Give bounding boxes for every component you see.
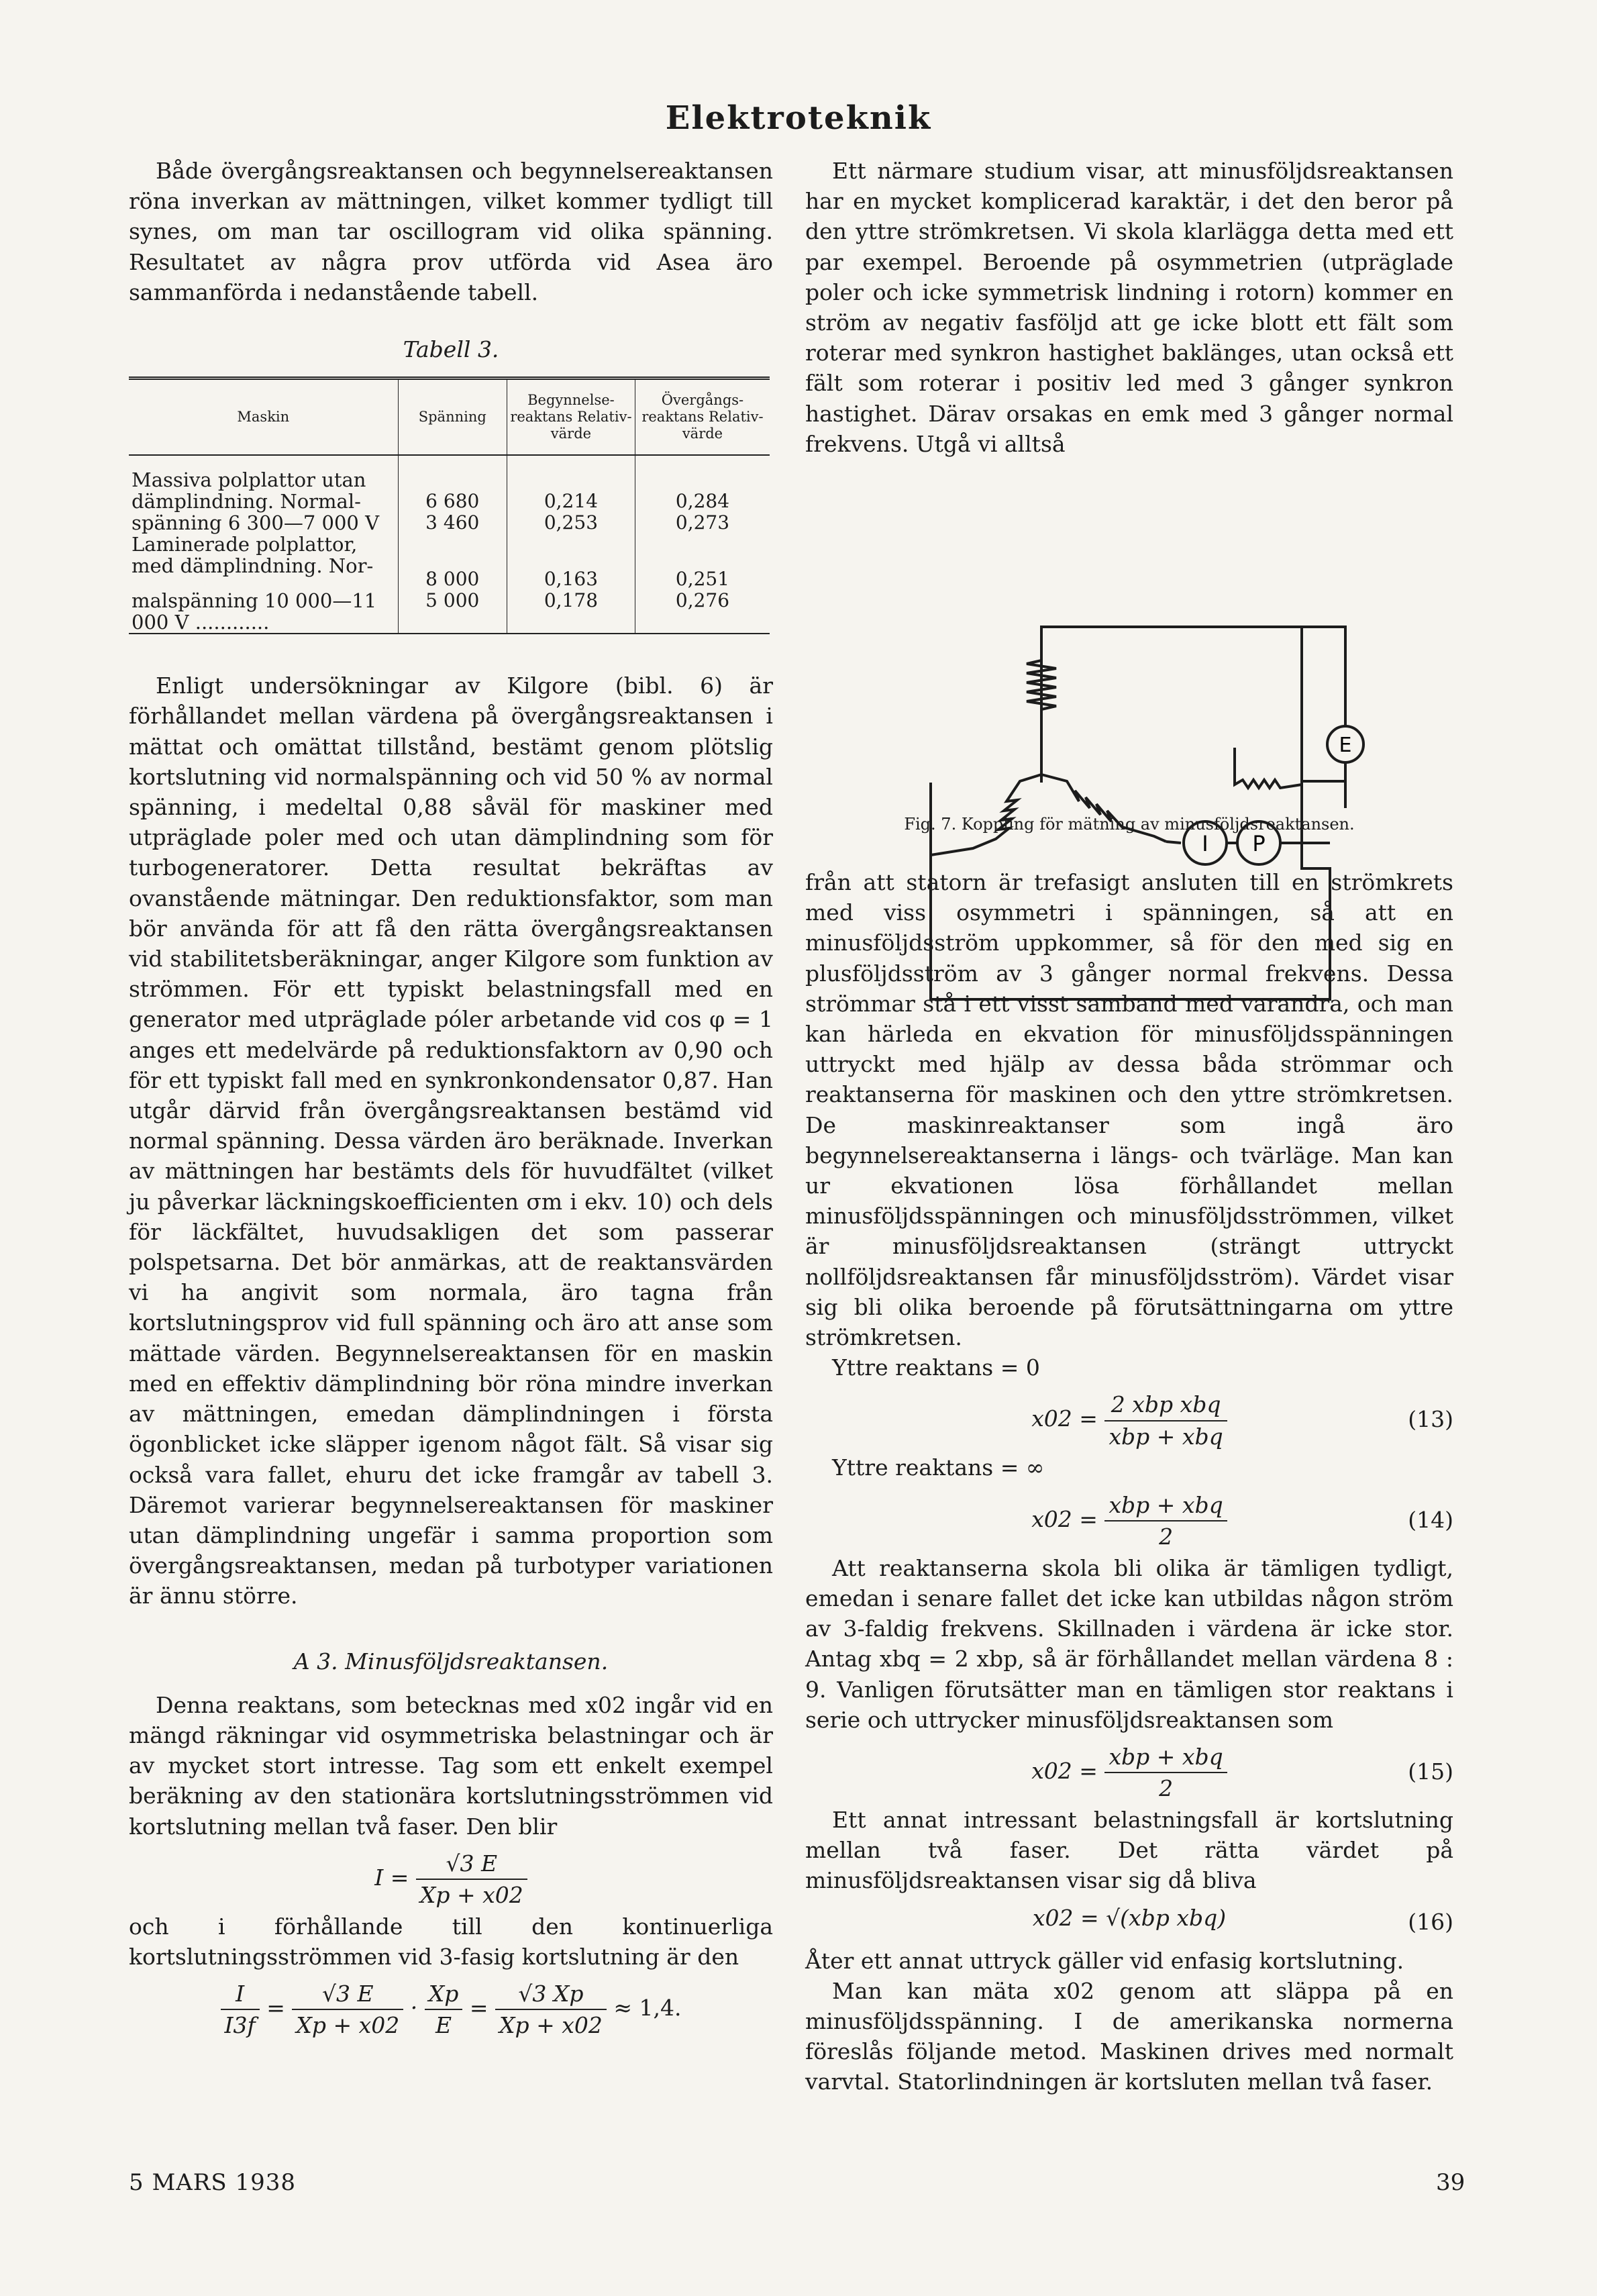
numerator: xbp + xbq bbox=[1104, 1742, 1227, 1773]
equation-14 bbox=[805, 1490, 1453, 1550]
equation-number: (14) bbox=[1408, 1506, 1453, 1533]
equation-current bbox=[129, 1848, 773, 1908]
left-column bbox=[129, 156, 773, 2042]
paragraph: Att reaktanserna skola bli olika är tämligen tydligt, emedan i senare fallet det icke kan utbildas någon ström av 3-faldig frekvens. Skillnaden i värdena är icke stor. Antag xbq = 2 xbp, så är förhållandet mellan värdena 8 : 9. Vanligen förutsätter man en tämligen stor reaktans i serie och uttrycker minusföljdsreaktansen som bbox=[805, 1554, 1453, 1733]
fraction bbox=[495, 1979, 607, 2040]
cell-spanning: 6 680 bbox=[398, 455, 507, 512]
page-number: 39 bbox=[1436, 2169, 1465, 2196]
table-row bbox=[129, 455, 770, 512]
eq-result: ≈ 1,4. bbox=[613, 1995, 682, 2022]
fraction bbox=[416, 1848, 527, 1910]
cell-begynnelse: 0,214 bbox=[507, 455, 635, 512]
eq-lhs: I = bbox=[374, 1864, 409, 1891]
figure-caption: Fig. 7. Koppling för mätning av minusföljdsreaktansen. bbox=[904, 815, 1355, 834]
equation-15 bbox=[805, 1742, 1453, 1802]
paragraph: Yttre reaktans = ∞ bbox=[832, 1454, 1045, 1481]
fraction bbox=[292, 1979, 403, 2040]
cell-maskin: Laminerade polplattor, med dämplindning. Nor- bbox=[132, 533, 374, 578]
cell-overgang: 0,273 bbox=[635, 512, 770, 534]
cell-spanning: 5 000 bbox=[398, 590, 507, 634]
cell-begynnelse: 0,178 bbox=[507, 590, 635, 634]
equation-16 bbox=[805, 1903, 1453, 1939]
numerator: 2 xbp xbq bbox=[1104, 1389, 1227, 1421]
eq-lhs: x02 = bbox=[1031, 1505, 1098, 1532]
cell-maskin: Massiva polplattor utan dämplindning. Normal- bbox=[132, 468, 366, 513]
fraction bbox=[1104, 1742, 1227, 1803]
cell-maskin: malspänning 10 000—11 000 V ............ bbox=[129, 590, 398, 634]
eq-body: x02 = √(xbp xbq) bbox=[1032, 1904, 1227, 1931]
equation-number: (13) bbox=[1408, 1406, 1453, 1433]
fraction bbox=[1104, 1490, 1227, 1552]
denominator: Xp + x02 bbox=[499, 2012, 603, 2039]
col-header-overgang: Övergångs-reaktans Relativ-värde bbox=[635, 379, 770, 456]
paragraph: Denna reaktans, som betecknas med x02 ingår vid en mängd räkningar vid osymmetriska belastningar och är av mycket stort intresse. Tag som ett enkelt exempel beräkning av den stationära kortslutningsströmmen vid kortslutning mellan två faser. Den blir bbox=[129, 1691, 773, 1840]
cell-spanning: 8 000 bbox=[398, 534, 507, 590]
fraction bbox=[221, 1979, 260, 2040]
equation-number: (16) bbox=[1408, 1908, 1453, 1935]
denominator: I3f bbox=[224, 2012, 256, 2039]
denominator: E bbox=[435, 2012, 452, 2039]
fraction bbox=[425, 1979, 463, 2040]
table-row bbox=[129, 534, 770, 590]
cell-overgang: 0,251 bbox=[635, 534, 770, 590]
table-row bbox=[129, 512, 770, 534]
ammeter-label: I bbox=[1202, 831, 1208, 857]
col-header-begynnelse: Begynnelse-reaktans Relativ-värde bbox=[507, 379, 635, 456]
denominator: xbp + xbq bbox=[1109, 1423, 1223, 1450]
numerator: √3 Xp bbox=[495, 1979, 607, 2010]
wattmeter-label: P bbox=[1252, 831, 1266, 857]
numerator: √3 E bbox=[416, 1848, 527, 1880]
paragraph: från att statorn är trefasigt ansluten till en strömkrets med viss osymmetri i spänningen, så att en minusföljdsström uppkommer, så för den med sig en plusföljdsström av 3 gånger normal frekvens. Dessa strömmar stå i ett visst samband med varandra, och man kan härleda en ekvation för minusföljdsspänningen uttryckt med hjälp av dessa båda strömmar och reaktanserna för maskinen och den yttre strömkretsen. De maskinreaktanser som ingå äro begynnelsereaktanserna i längs- och tvärläge. Man kan ur ekvationen lösa förhållandet mellan minusföljdsspänningen och minusföljdsströmmen, vilket är minusföljdsreaktansen (strängt uttryckt nollföljdsreaktansen får minusföljdsström). Värdet visar sig bli olika beroende på förutsättningarna om yttre strömkretsen. bbox=[805, 869, 1453, 1351]
denominator: Xp + x02 bbox=[419, 1881, 523, 1908]
numerator: I bbox=[221, 1979, 260, 2010]
paragraph: Åter ett annat uttryck gäller vid enfasig kortslutning. bbox=[805, 1947, 1404, 1974]
voltmeter-label: E bbox=[1339, 734, 1352, 758]
right-column bbox=[805, 156, 1453, 2097]
paragraph: Man kan mäta x02 genom att släppa på en minusföljdsspänning. I de amerikanska normerna föreslås följande metod. Maskinen drives med normalt varvtal. Statorlindningen är kortsluten mellan två faser. bbox=[805, 1977, 1453, 2095]
page-header: Elektroteknik bbox=[665, 99, 932, 137]
numerator: xbp + xbq bbox=[1104, 1490, 1227, 1521]
numerator: Xp bbox=[425, 1979, 463, 2010]
numerator: √3 E bbox=[292, 1979, 403, 2010]
table-3 bbox=[129, 377, 770, 634]
paragraph: Enligt undersökningar av Kilgore (bibl. 6) är förhållandet mellan värdena på övergångsreaktansen i mättat och omättat tillstånd, bestämt genom plötslig kortslutning vid normalspänning och vid 50 % av normal spänning, i medeltal 0,88 såväl för maskiner med utpräglade poler med och utan dämplindning som för turbogeneratorer. Detta resultat bekräftas av ovanstående mätningar. Den reduktionsfaktor, som man bör använda för att få den rätta övergångsreaktansen vid stabilitetsberäkningar, anger Kilgore som funktion av strömmen. För ett typiskt belastningsfall med en generator med utpräglade póler arbetande vid cos φ = 1 anges ett medelvärde på reduktionsfaktorn av 0,90 och för ett typiskt fall med en synkronkondensator 0,87. Han utgår därvid från övergångsreaktansen bestämd vid normal spänning. Dessa värden äro beräknade. Inverkan av mättningen har bestämts dels för huvudfältet (vilket ju påverkar läckningskoefficienten σm i ekv. 10) och dels för läckfältet, huvudsakligen det som passerar polspetsarna. Det bör anmärkas, att de reaktansvärden vi ha angivit som normala, äro tagna från kortslutningsprov vid full spänning och äro att anse som mättade värden. Begynnelsereaktansen för en maskin med en effektiv dämplindning bör röna mindre inverkan av mättningen, emedan dämplindningen i första ögonblicket icke släpper igenom något fält. Så visar sig också vara fallet, ehuru det icke framgår av tabell 3. Däremot varierar begynnelsereaktansen för maskiner utan dämplindning ungefär i samma proportion som övergångsreaktansen, medan på turbotyper variationen är ännu större. bbox=[129, 672, 773, 1609]
table-row bbox=[129, 590, 770, 634]
paragraph: Ett närmare studium visar, att minusföljdsreaktansen har en mycket komplicerad karaktär, i det den beror på den yttre strömkretsen. Vi skola klarlägga detta med ett par exempel. Beroende på osymmetrien (utpräglade poler och icke symmetrisk lindning i rotorn) kommer en ström av negativ fasföljd att ge icke blott ett fält som roterar med synkron hastighet baklänges, utan också ett fält som roterar i positiv led med 3 gånger synkron hastighet. Därav orsakas en emk med 3 gånger normal frekvens. Utgå vi alltså bbox=[805, 158, 1453, 457]
paragraph: Yttre reaktans = 0 bbox=[832, 1354, 1040, 1381]
table-caption: Tabell 3. bbox=[403, 336, 499, 363]
section-heading: A 3. Minusföljdsreaktansen. bbox=[293, 1648, 609, 1675]
col-header-maskin: Maskin bbox=[129, 379, 398, 456]
eq-lhs: x02 = bbox=[1031, 1758, 1098, 1785]
equation-ratio: $\frac{I}{I3f}$ = $\frac{√3 E}{Xp + x02}$ · $\frac{Xp}{E}$ = $\frac{√3 Xp}{Xp + x02}$ ≈ 1,4. bbox=[129, 1979, 773, 2035]
cell-maskin: spänning 6 300—7 000 V bbox=[132, 511, 380, 535]
fraction bbox=[1104, 1389, 1227, 1451]
cell-spanning: 3 460 bbox=[398, 512, 507, 534]
cell-begynnelse: 0,163 bbox=[507, 534, 635, 590]
footer-date: 5 MARS 1938 bbox=[129, 2169, 297, 2196]
denominator: 2 bbox=[1159, 1775, 1174, 1802]
paragraph: Både övergångsreaktansen och begynnelsereaktansen röna inverkan av mättningen, vilket kommer tydligt till synes, om man tar oscillogram vid olika spänning. Resultatet av några prov utförda vid Asea äro sammanförda i nedanstående tabell. bbox=[129, 158, 773, 305]
paragraph: och i förhållande till den kontinuerliga kortslutningsströmmen vid 3-fasig kortslutning är den bbox=[129, 1913, 773, 1970]
paragraph: Ett annat intressant belastningsfall är kortslutning mellan två faser. Det rätta värdet på minusföljdsreaktansen visar sig då bliva bbox=[805, 1806, 1453, 1894]
equation-number: (15) bbox=[1408, 1758, 1453, 1785]
denominator: Xp + x02 bbox=[296, 2012, 400, 2039]
col-header-spanning: Spänning bbox=[398, 379, 507, 456]
cell-overgang: 0,284 bbox=[635, 455, 770, 512]
equation-13 bbox=[805, 1389, 1453, 1450]
eq-lhs: x02 = bbox=[1031, 1405, 1098, 1432]
cell-begynnelse: 0,253 bbox=[507, 512, 635, 534]
denominator: 2 bbox=[1159, 1523, 1174, 1550]
cell-overgang: 0,276 bbox=[635, 590, 770, 634]
